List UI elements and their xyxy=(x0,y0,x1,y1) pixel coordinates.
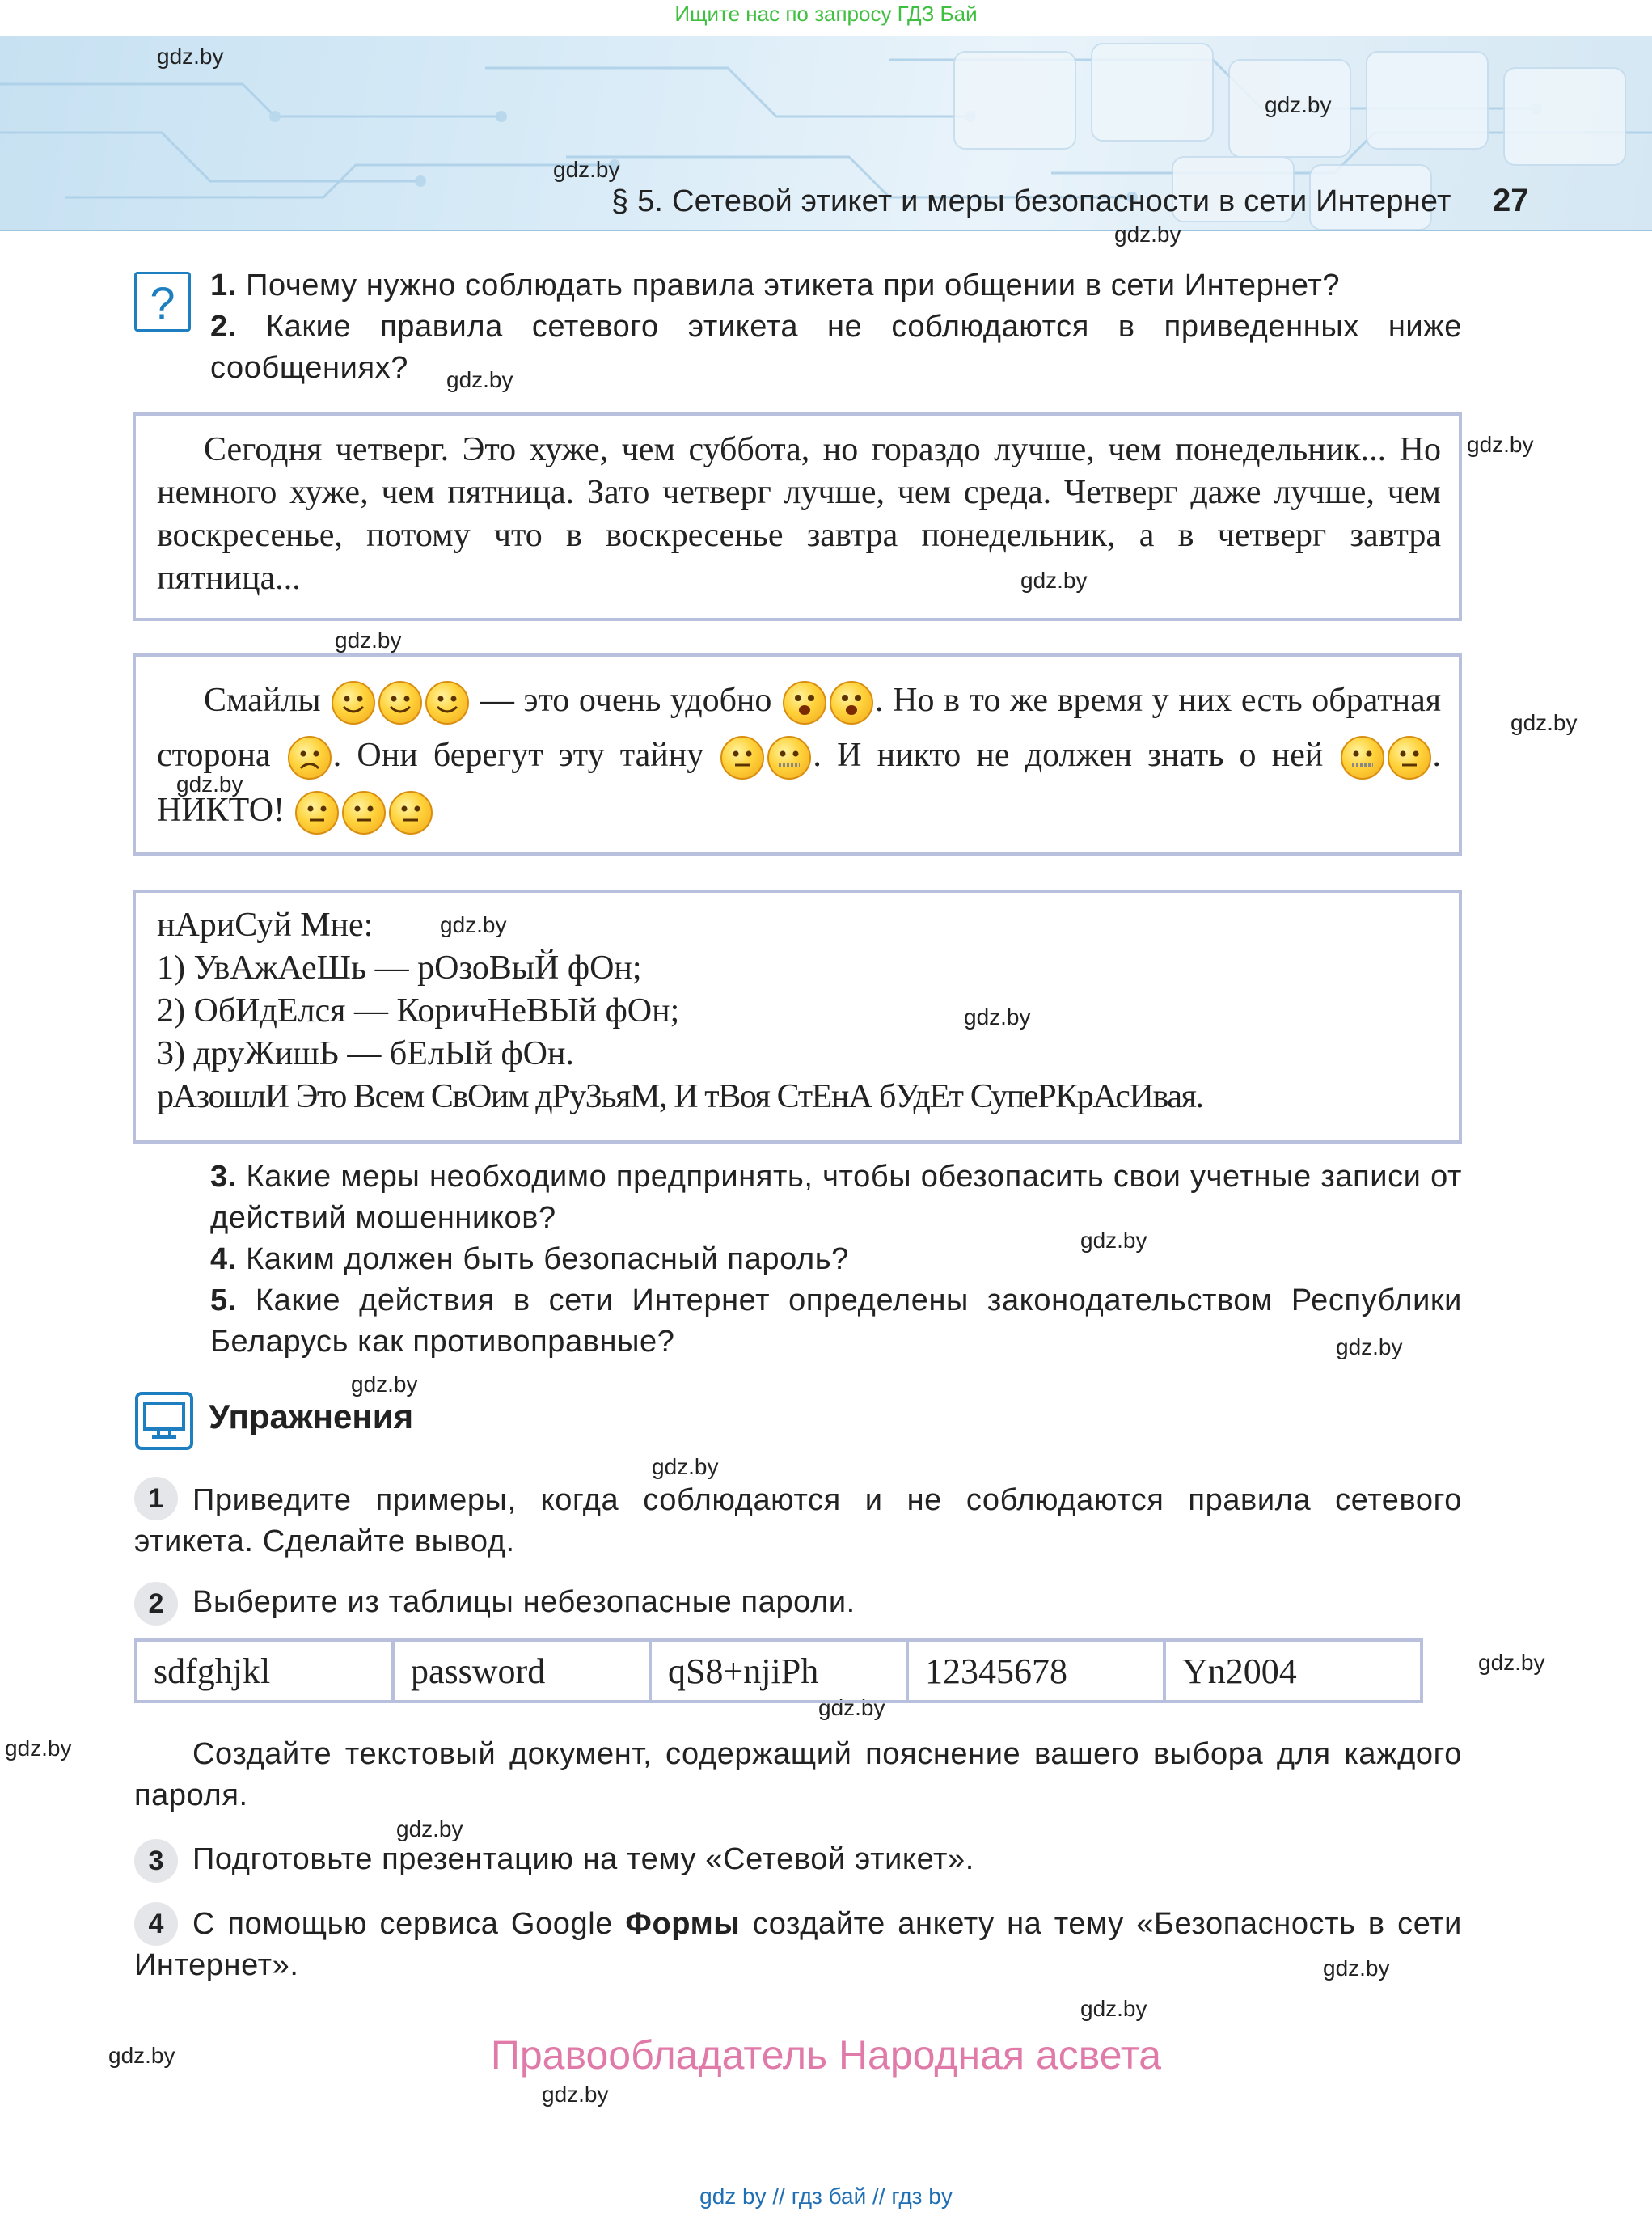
password-cell: 12345678 xyxy=(907,1640,1164,1702)
watermark: gdz.by xyxy=(1510,710,1578,735)
watermark: gdz.by xyxy=(1323,1956,1390,1981)
thumbs-up-smiley-icon xyxy=(783,681,826,725)
thinking-smiley-icon xyxy=(295,791,339,835)
watermark: gdz.by xyxy=(542,2082,609,2107)
exercise-2-text: Выберите из таблицы небезопасные пароли. xyxy=(192,1585,856,1619)
message-3-line: 3) друЖишЬ — бЕлЫй фОн. xyxy=(157,1035,574,1072)
watermark: gdz.by xyxy=(157,44,224,69)
watermark: gdz.by xyxy=(1336,1334,1403,1359)
passwords-table xyxy=(134,1638,1423,1703)
question-icon: ? xyxy=(134,272,191,332)
exercises-title: Упражнения xyxy=(209,1397,414,1435)
watermark: gdz.by xyxy=(1265,92,1332,117)
exercise-2-followup: Создайте текстовый документ, содержащий пояснение вашего выбора для каждого пароля. xyxy=(134,1737,1462,1812)
message-box-1 xyxy=(133,412,1462,621)
watermark: gdz.by xyxy=(396,1816,463,1841)
exercise-3-text: Подготовьте презентацию на тему «Сетевой этикет». xyxy=(192,1842,974,1876)
exercise-1-number: 1 xyxy=(134,1477,178,1520)
password-cell: Yn2004 xyxy=(1164,1640,1422,1702)
watermark: gdz.by xyxy=(335,628,402,653)
smiley-icon xyxy=(332,681,375,725)
message-box-2 xyxy=(133,653,1462,856)
question-1: 1. Почему нужно соблюдать правила этикета при общении в сети Интернет? xyxy=(210,268,1341,302)
sad-smiley-icon xyxy=(288,736,332,780)
message-box-3 xyxy=(133,890,1462,1144)
question-3: 3. Какие меры необходимо предпринять, чтобы обезопасить свои учетные записи от действий мошенников? xyxy=(210,1160,1462,1235)
exercise-4-text: С помощью сервиса Google Формы создайте анкету на тему «Безопасность в сети Интернет». xyxy=(134,1907,1462,1982)
thinking-smiley-icon xyxy=(342,791,386,835)
table-row xyxy=(136,1640,1422,1702)
watermark: gdz.by xyxy=(1467,432,1534,457)
password-cell: qS8+njiPh xyxy=(650,1640,907,1702)
watermark: gdz.by xyxy=(818,1695,885,1720)
questions-block-b xyxy=(210,1156,1462,1363)
watermark: gdz.by xyxy=(108,2043,175,2068)
exercise-3-number: 3 xyxy=(134,1839,178,1883)
watermark: gdz.by xyxy=(1478,1650,1545,1675)
thinking-smiley-icon xyxy=(720,736,764,780)
bottom-links[interactable]: gdz by // гдз бай // гдз by xyxy=(699,2184,953,2209)
exercise-2-number: 2 xyxy=(134,1582,178,1626)
watermark: gdz.by xyxy=(553,157,620,182)
password-cell: sdfghjkl xyxy=(136,1640,393,1702)
zipped-mouth-smiley-icon xyxy=(767,736,811,780)
copyright-footer: Правообладатель Народная асвета xyxy=(490,2032,1162,2078)
message-1-text: Сегодня четверг. Это хуже, чем суббота, но гораздо лучше, чем понедельник... Но немного хуже, чем пятница. Зато четверг лучше, чем среда. Четверг даже лучше, чем воскресенье, потому что в воскресенье завтра понедельник, а в четверг завтра пятница... xyxy=(157,431,1441,597)
message-2-text: Смайлы — это очень удобно . Но в то же время у них есть обратная сторона . Они берегут эту тайну . И никто не должен знать о ней . НИКТО! xyxy=(157,673,1441,838)
zipped-mouth-smiley-icon xyxy=(1341,736,1384,780)
questions-block-a xyxy=(210,265,1462,389)
exercise-4-number: 4 xyxy=(134,1902,178,1946)
section-title: § 5. Сетевой этикет и меры безопасности в сети Интернет xyxy=(611,184,1451,218)
question-4: 4. Каким должен быть безопасный пароль? xyxy=(210,1242,849,1276)
watermark: gdz.by xyxy=(1114,222,1181,247)
watermark: gdz.by xyxy=(1080,1996,1147,2021)
watermark: gdz.by xyxy=(446,367,513,392)
thinking-smiley-icon xyxy=(1388,736,1431,780)
message-3-text xyxy=(157,904,1447,1118)
thumbs-up-smiley-icon xyxy=(830,681,873,725)
watermark: gdz.by xyxy=(440,912,507,937)
watermark: gdz.by xyxy=(964,1004,1031,1030)
message-3-line: 2) ОбИдЕлся — КоричНеВЫй фОн; xyxy=(157,992,680,1030)
message-3-line: рАзошлИ Это Всем СвОим дРуЗьяМ, И тВоя СтЕнА бУдЕт СупеРКрАсИвая. xyxy=(157,1078,1203,1115)
message-3-line: нАриСуй Мне: xyxy=(157,907,374,944)
smiley-icon xyxy=(425,681,469,725)
top-search-note: Ищите нас по запросу ГДЗ Бай xyxy=(674,2,978,26)
watermark: gdz.by xyxy=(652,1454,719,1479)
thinking-smiley-icon xyxy=(389,791,433,835)
page-number: 27 xyxy=(1493,183,1529,218)
password-cell: password xyxy=(393,1640,650,1702)
monitor-icon xyxy=(134,1391,194,1451)
message-3-line: 1) УвАжАеШь — рОзоВыЙ фОн; xyxy=(157,949,642,987)
watermark: gdz.by xyxy=(176,772,243,797)
question-5: 5. Какие действия в сети Интернет определены законодательством Республики Беларусь как противоправные? xyxy=(210,1283,1462,1359)
question-2: 2. Какие правила сетевого этикета не соблюдаются в приведенных ниже сообщениях? xyxy=(210,310,1462,385)
watermark: gdz.by xyxy=(5,1736,72,1761)
smiley-icon xyxy=(378,681,422,725)
exercise-1-text: Приведите примеры, когда соблюдаются и не соблюдаются правила сетевого этикета. Сделайте вывод. xyxy=(134,1483,1462,1558)
watermark: gdz.by xyxy=(351,1372,418,1397)
watermark: gdz.by xyxy=(1020,568,1088,593)
watermark: gdz.by xyxy=(1080,1228,1147,1253)
